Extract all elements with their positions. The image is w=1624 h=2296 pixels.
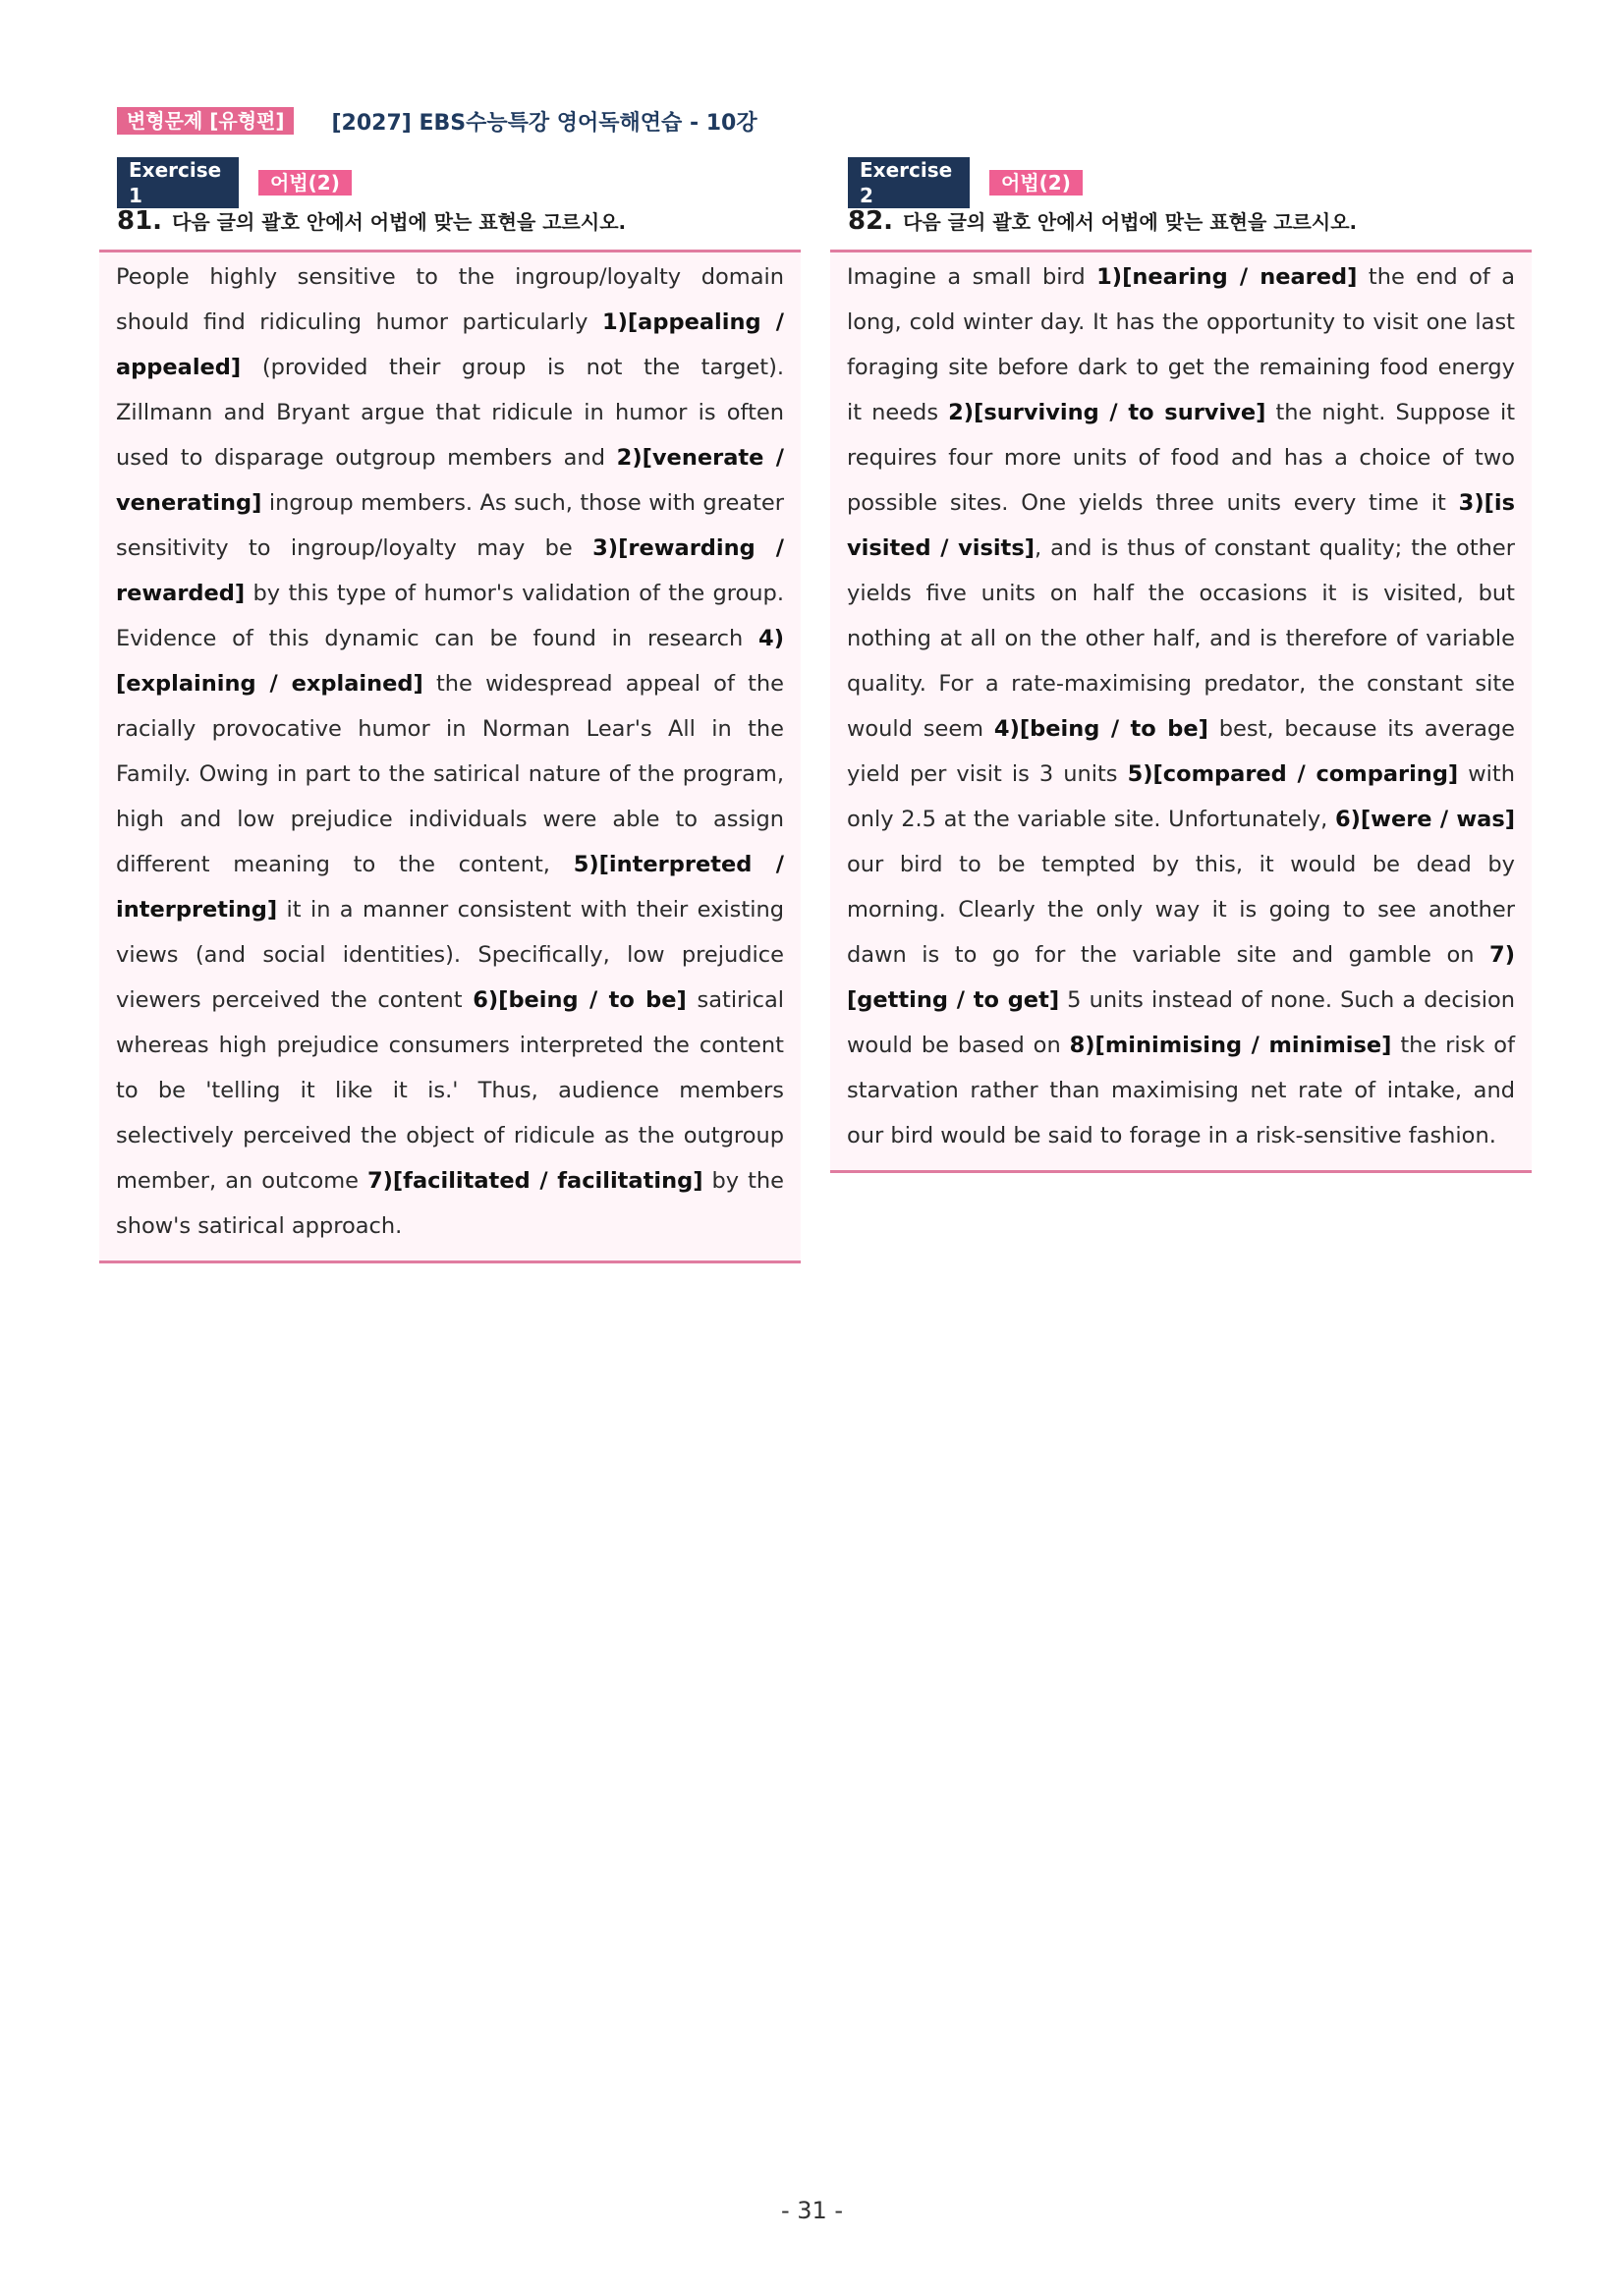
answer-choice: 5)[interpreted / interpreting] [116,852,784,923]
answer-choice: 2)[surviving / to survive] [948,400,1266,425]
exercise-1-type: 어법(2) [258,170,352,196]
question-instruction: 다음 글의 괄호 안에서 어법에 맞는 표현을 고르시오. [172,210,627,234]
passage-segment: it in a manner consistent with their existing views (and social identities). Specifically, low prejudice viewers perceived the content [116,897,784,1013]
exercise-2-type: 어법(2) [989,170,1083,196]
passage-segment: satirical whereas high prejudice consumers interpreted the content to be 'telling it like it is.' Thus, audience members selectively perceived the object of ridicule as the outgroup member, an outcome [116,987,784,1194]
exercise-2-label: Exercise 2 [848,157,970,208]
answer-choice: 8)[minimising / minimise] [1069,1033,1392,1058]
passage-segment: with only 2.5 at the variable site. Unfortunately, [847,761,1516,832]
passage-segment: the risk of starvation rather than maximising net rate of intake, and our bird would be said to forage in a risk-sensitive fashion. [847,1033,1515,1148]
passage-text [847,254,1515,1158]
page-header [117,106,757,136]
passage-segment: Imagine a small bird [847,264,1097,290]
passage-segment: ingroup members. As such, those with greater sensitivity to ingroup/loyalty may be [116,490,784,561]
passage-segment: 5 units instead of none. Such a decision would be based on [847,987,1515,1058]
exercise-2-labels [848,158,1532,207]
answer-choice: 4)[being / to be] [993,716,1208,742]
passage-segment: the end of a long, cold winter day. It has the opportunity to visit one last foraging site before dark to get the remaining food energy it needs [847,264,1515,425]
question-instruction: 다음 글의 괄호 안에서 어법에 맞는 표현을 고르시오. [903,210,1358,234]
question-82 [848,206,1532,240]
answer-choice: 3)[rewarding / rewarded] [116,535,784,606]
answer-choice: 6)[were / was] [1334,807,1516,832]
answer-choice: 3)[is visited / visits] [847,490,1515,561]
passage-segment: , and is thus of constant quality; the other yields five units on half the occasions it is visited, but nothing at all on the other half, and is therefore of variable quality. For a rate-maximising predator, the constant site would seem [847,535,1516,742]
passage-segment: our bird to be tempted by this, it would be dead by morning. Clearly the only way it is going to see another dawn is to go for the variable site and gamble on [847,852,1515,968]
answer-choice: 5)[compared / comparing] [1127,761,1459,787]
answer-choice: 6)[being / to be] [473,987,687,1013]
passage-text [116,254,784,1249]
answer-choice: 4)[explaining / explained] [116,626,784,697]
question-81 [117,206,801,240]
passage-segment: by this type of humor's validation of the group. Evidence of this dynamic can be found in research [116,581,784,651]
passage-box [99,250,801,1263]
answer-choice: 1)[nearing / neared] [1096,264,1358,290]
passage-segment: the widespread appeal of the racially provocative humor in Norman Lear's All in the Family. Owing in part to the satirical nature of the program, high and low prejudice individuals were able to assign different meaning to the content, [116,671,784,877]
exercise-1-label: Exercise 1 [117,157,239,208]
page-number: - 31 - [780,2197,844,2224]
exercise-1 [99,158,801,1263]
answer-choice: 7)[getting / to get] [847,942,1515,1013]
section-tag: 변형문제 [유형편] [117,107,294,135]
answer-choice: 1)[appealing / appealed] [116,309,784,380]
passage-segment: the night. Suppose it requires four more units of food and has a choice of two possible sites. One yields three units every time it [847,400,1516,516]
exercise-2 [830,158,1532,1173]
passage-box [830,250,1532,1173]
passage-segment: People highly sensitive to the ingroup/loyalty domain should find ridiculing humor particularly [116,264,784,335]
answer-choice: 2)[venerate / venerating] [116,445,784,516]
passage-segment: best, because its average yield per visit is 3 units [847,716,1515,787]
answer-choice: 7)[facilitated / facilitating] [366,1168,703,1194]
passage-segment: by the show's satirical approach. [116,1168,784,1239]
question-number: 81. [117,206,163,236]
question-number: 82. [848,206,894,236]
passage-segment: (provided their group is not the target). Zillmann and Bryant argue that ridicule in humor is often used to disparage outgroup members and [116,355,784,471]
document-title: [2027] EBS수능특강 영어독해연습 - 10강 [331,110,757,136]
exercise-1-labels [117,158,801,207]
